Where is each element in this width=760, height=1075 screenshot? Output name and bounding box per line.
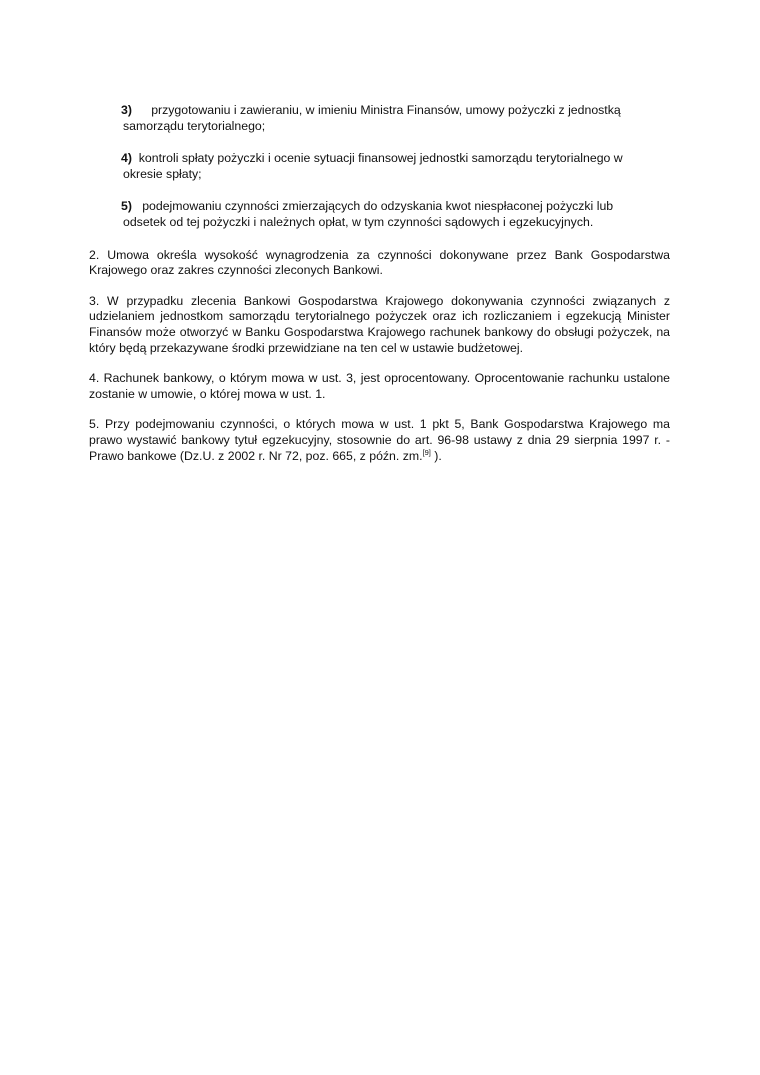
document-content bbox=[89, 103, 670, 479]
list-item bbox=[121, 199, 670, 230]
list-item bbox=[121, 103, 670, 134]
list-item-text: przygotowaniu i zawieraniu, w imieniu Ministra Finansów, umowy pożyczki z jednostką bbox=[151, 103, 621, 117]
list-item-continuation: okresie spłaty; bbox=[123, 166, 202, 181]
list-item-continuation: odsetek od tej pożyczki i należnych opłat, w tym czynności sądowych i egzekucyjnych. bbox=[123, 214, 594, 229]
list-item-continuation: samorządu terytorialnego; bbox=[123, 118, 266, 133]
paragraph-2: 2. Umowa określa wysokość wynagrodzenia za czynności dokonywane przez Bank Gospodarstwa Krajowego oraz zakres czynności zleconych Bankowi. bbox=[89, 247, 670, 278]
list-item-text: podejmowaniu czynności zmierzających do odzyskania kwot niespłaconej pożyczki lub bbox=[142, 199, 614, 214]
footnote-reference[interactable]: [9] bbox=[422, 447, 431, 457]
list-item-number: 3) bbox=[121, 103, 132, 117]
paragraph-4: 4. Rachunek bankowy, o którym mowa w ust. 3, jest oprocentowany. Oprocentowanie rachunku ustalone zostanie w umowie, o której mowa w ust. 1. bbox=[89, 371, 670, 401]
paragraph-3: 3. W przypadku zlecenia Bankowi Gospodarstwa Krajowego dokonywania czynności związanych z udzielaniem jednostkom samorządu terytorialnego pożyczek oraz ich rozliczaniem i egzekucją Minister Finansów może otworzyć w Banku Gospodarstwa Krajowego rachunek bankowy do obsługi pożyczek, na który będą przekazywane środki przewidziane na ten cel w ustawie budżetowej. bbox=[89, 293, 670, 355]
list-item bbox=[121, 151, 670, 182]
list-item-number: 5) bbox=[121, 199, 132, 214]
paragraph-5-text: 5. Przy podejmowaniu czynności, o których mowa w ust. 1 pkt 5, Bank Gospodarstwa Krajowego ma prawo wystawić bankowy tytuł egzekucyjny, stosownie do art. 96-98 ustawy z dnia 29 sierpnia 1997 r. - Prawo bankowe (Dz.U. z 2002 r. Nr 72, poz. 665, z późn. zm. bbox=[89, 417, 670, 463]
paragraph-5-end: ). bbox=[430, 448, 442, 463]
list-item-text: kontroli spłaty pożyczki i ocenie sytuacji finansowej jednostki samorządu terytorialnego w bbox=[138, 151, 623, 166]
paragraph-5 bbox=[89, 417, 670, 464]
list-item-number: 4) bbox=[121, 151, 132, 166]
